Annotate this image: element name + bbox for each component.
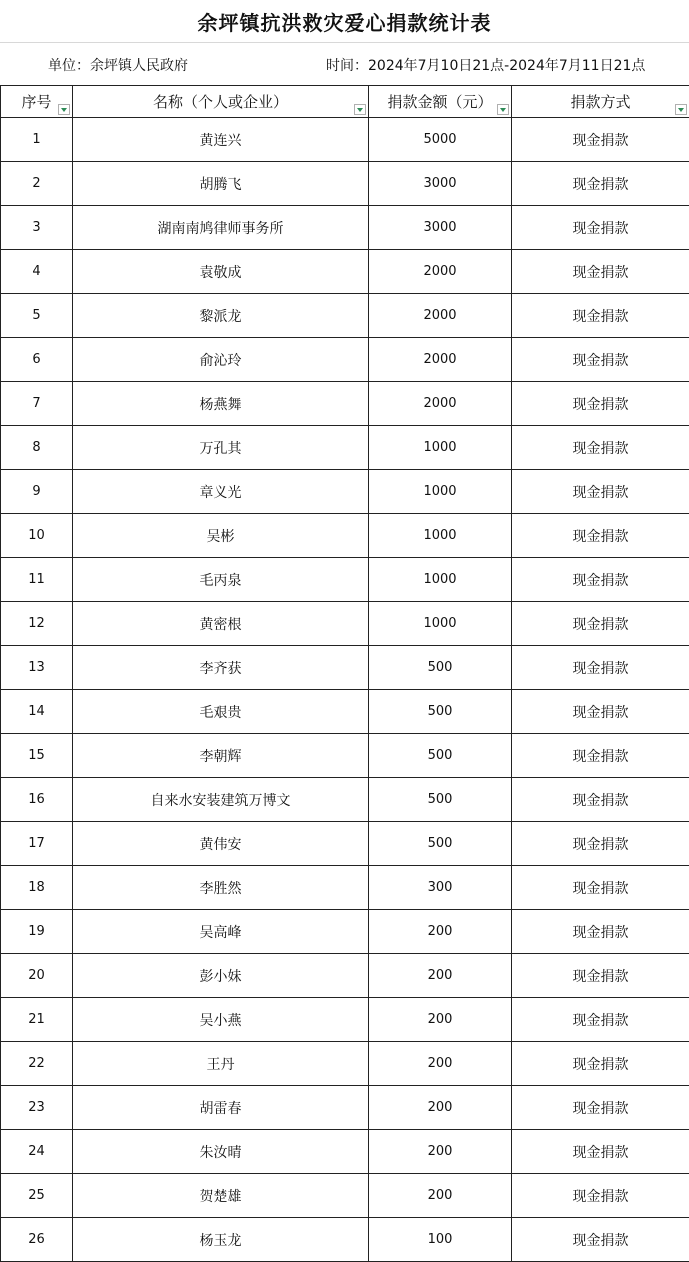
cell-name[interactable]: 李胜然 xyxy=(73,866,369,910)
cell-method[interactable]: 现金捐款 xyxy=(512,646,689,690)
table-row xyxy=(1,382,689,426)
cell-no[interactable]: 9 xyxy=(1,470,73,514)
table-row xyxy=(1,822,689,866)
donation-table xyxy=(0,85,689,1262)
cell-amount[interactable]: 2000 xyxy=(369,250,512,294)
cell-no[interactable]: 16 xyxy=(1,778,73,822)
cell-method[interactable]: 现金捐款 xyxy=(512,470,689,514)
cell-no[interactable]: 14 xyxy=(1,690,73,734)
table-row xyxy=(1,910,689,954)
header-amount[interactable] xyxy=(369,86,512,118)
cell-amount[interactable]: 1000 xyxy=(369,514,512,558)
cell-no[interactable]: 20 xyxy=(1,954,73,998)
cell-amount[interactable]: 2000 xyxy=(369,382,512,426)
cell-amount[interactable]: 500 xyxy=(369,734,512,778)
table-row xyxy=(1,954,689,998)
cell-name[interactable]: 李齐获 xyxy=(73,646,369,690)
header-no[interactable] xyxy=(1,86,73,118)
cell-no[interactable]: 26 xyxy=(1,1218,73,1262)
cell-name[interactable]: 吴彬 xyxy=(73,514,369,558)
cell-name[interactable]: 彭小妹 xyxy=(73,954,369,998)
cell-method[interactable]: 现金捐款 xyxy=(512,1086,689,1130)
table-row xyxy=(1,338,689,382)
cell-amount[interactable]: 1000 xyxy=(369,426,512,470)
cell-amount[interactable]: 3000 xyxy=(369,162,512,206)
cell-method[interactable]: 现金捐款 xyxy=(512,690,689,734)
cell-method[interactable]: 现金捐款 xyxy=(512,734,689,778)
table-body xyxy=(1,118,689,1262)
cell-method[interactable]: 现金捐款 xyxy=(512,558,689,602)
cell-name[interactable]: 吴高峰 xyxy=(73,910,369,954)
cell-name[interactable]: 毛丙泉 xyxy=(73,558,369,602)
cell-method[interactable]: 现金捐款 xyxy=(512,250,689,294)
cell-method[interactable]: 现金捐款 xyxy=(512,206,689,250)
cell-amount[interactable]: 100 xyxy=(369,1218,512,1262)
table-row xyxy=(1,866,689,910)
cell-amount[interactable]: 1000 xyxy=(369,602,512,646)
meta-row xyxy=(0,43,689,85)
cell-amount[interactable]: 200 xyxy=(369,1086,512,1130)
cell-amount[interactable]: 3000 xyxy=(369,206,512,250)
cell-amount[interactable]: 500 xyxy=(369,778,512,822)
filter-dropdown-icon[interactable] xyxy=(354,104,366,115)
cell-amount[interactable]: 1000 xyxy=(369,558,512,602)
cell-amount[interactable]: 500 xyxy=(369,646,512,690)
cell-method[interactable]: 现金捐款 xyxy=(512,338,689,382)
cell-method[interactable]: 现金捐款 xyxy=(512,118,689,162)
header-name[interactable] xyxy=(73,86,369,118)
cell-no[interactable]: 21 xyxy=(1,998,73,1042)
table-row xyxy=(1,206,689,250)
cell-name[interactable]: 朱汝晴 xyxy=(73,1130,369,1174)
table-row xyxy=(1,250,689,294)
cell-name[interactable]: 俞沁玲 xyxy=(73,338,369,382)
table-row xyxy=(1,118,689,162)
cell-name[interactable]: 杨玉龙 xyxy=(73,1218,369,1262)
cell-name[interactable]: 袁敬成 xyxy=(73,250,369,294)
cell-method[interactable]: 现金捐款 xyxy=(512,910,689,954)
cell-no[interactable]: 25 xyxy=(1,1174,73,1218)
table-row xyxy=(1,470,689,514)
table-row xyxy=(1,1042,689,1086)
cell-method[interactable]: 现金捐款 xyxy=(512,162,689,206)
cell-amount[interactable]: 300 xyxy=(369,866,512,910)
header-row xyxy=(1,86,689,118)
table-row xyxy=(1,1174,689,1218)
cell-no[interactable]: 5 xyxy=(1,294,73,338)
cell-name[interactable]: 黎派龙 xyxy=(73,294,369,338)
cell-no[interactable]: 19 xyxy=(1,910,73,954)
cell-method[interactable]: 现金捐款 xyxy=(512,1042,689,1086)
cell-no[interactable]: 11 xyxy=(1,558,73,602)
cell-amount[interactable]: 5000 xyxy=(369,118,512,162)
table-row xyxy=(1,162,689,206)
cell-name[interactable]: 黄连兴 xyxy=(73,118,369,162)
filter-dropdown-icon[interactable] xyxy=(497,104,509,115)
cell-method[interactable]: 现金捐款 xyxy=(512,294,689,338)
cell-name[interactable]: 万孔其 xyxy=(73,426,369,470)
header-amount-label: 捐款金额（元） xyxy=(387,93,493,111)
cell-name[interactable]: 贺楚雄 xyxy=(73,1174,369,1218)
table-row xyxy=(1,646,689,690)
table-row xyxy=(1,998,689,1042)
header-no-label: 序号 xyxy=(21,93,52,111)
cell-name[interactable]: 湖南南鸠律师事务所 xyxy=(73,206,369,250)
title-row xyxy=(0,0,689,43)
cell-no[interactable]: 22 xyxy=(1,1042,73,1086)
filter-dropdown-icon[interactable] xyxy=(675,104,687,115)
cell-name[interactable]: 胡雷春 xyxy=(73,1086,369,1130)
table-row xyxy=(1,558,689,602)
cell-no[interactable]: 7 xyxy=(1,382,73,426)
cell-no[interactable]: 17 xyxy=(1,822,73,866)
cell-amount[interactable]: 200 xyxy=(369,998,512,1042)
cell-name[interactable]: 章义光 xyxy=(73,470,369,514)
cell-amount[interactable]: 200 xyxy=(369,1130,512,1174)
cell-name[interactable]: 李朝辉 xyxy=(73,734,369,778)
cell-amount[interactable]: 200 xyxy=(369,1042,512,1086)
cell-no[interactable]: 18 xyxy=(1,866,73,910)
cell-name[interactable]: 王丹 xyxy=(73,1042,369,1086)
unit-label: 单位：余坪镇人民政府 xyxy=(48,58,188,74)
cell-no[interactable]: 15 xyxy=(1,734,73,778)
header-method[interactable] xyxy=(512,86,689,118)
table-row xyxy=(1,734,689,778)
time-label: 时间：2024年7月10日21点-2024年7月11日21点 xyxy=(326,58,646,74)
header-method-label: 捐款方式 xyxy=(570,93,631,111)
cell-name[interactable]: 毛艰贵 xyxy=(73,690,369,734)
cell-name[interactable]: 黄密根 xyxy=(73,602,369,646)
cell-name[interactable]: 黄伟安 xyxy=(73,822,369,866)
cell-no[interactable]: 12 xyxy=(1,602,73,646)
cell-no[interactable]: 2 xyxy=(1,162,73,206)
table-row xyxy=(1,1218,689,1262)
cell-no[interactable]: 13 xyxy=(1,646,73,690)
cell-method[interactable]: 现金捐款 xyxy=(512,1218,689,1262)
cell-no[interactable]: 24 xyxy=(1,1130,73,1174)
cell-method[interactable]: 现金捐款 xyxy=(512,602,689,646)
cell-method[interactable]: 现金捐款 xyxy=(512,382,689,426)
cell-name[interactable]: 自来水安装建筑万博文 xyxy=(73,778,369,822)
cell-name[interactable]: 杨燕舞 xyxy=(73,382,369,426)
cell-amount[interactable]: 200 xyxy=(369,910,512,954)
table-row xyxy=(1,778,689,822)
cell-amount[interactable]: 2000 xyxy=(369,294,512,338)
cell-amount[interactable]: 200 xyxy=(369,1174,512,1218)
cell-method[interactable]: 现金捐款 xyxy=(512,426,689,470)
cell-no[interactable]: 8 xyxy=(1,426,73,470)
cell-amount[interactable]: 2000 xyxy=(369,338,512,382)
table-row xyxy=(1,294,689,338)
cell-name[interactable]: 胡腾飞 xyxy=(73,162,369,206)
cell-method[interactable]: 现金捐款 xyxy=(512,1130,689,1174)
cell-amount[interactable]: 500 xyxy=(369,690,512,734)
table-row xyxy=(1,1086,689,1130)
cell-no[interactable]: 23 xyxy=(1,1086,73,1130)
table-row xyxy=(1,602,689,646)
cell-no[interactable]: 4 xyxy=(1,250,73,294)
cell-no[interactable]: 6 xyxy=(1,338,73,382)
cell-name[interactable]: 吴小燕 xyxy=(73,998,369,1042)
cell-method[interactable]: 现金捐款 xyxy=(512,998,689,1042)
table-row xyxy=(1,514,689,558)
cell-method[interactable]: 现金捐款 xyxy=(512,778,689,822)
table-row xyxy=(1,426,689,470)
cell-no[interactable]: 1 xyxy=(1,118,73,162)
cell-amount[interactable]: 1000 xyxy=(369,470,512,514)
page-title: 余坪镇抗洪救灾爱心捐款统计表 xyxy=(197,10,492,35)
cell-no[interactable]: 10 xyxy=(1,514,73,558)
cell-method[interactable]: 现金捐款 xyxy=(512,866,689,910)
cell-method[interactable]: 现金捐款 xyxy=(512,954,689,998)
cell-no[interactable]: 3 xyxy=(1,206,73,250)
cell-method[interactable]: 现金捐款 xyxy=(512,822,689,866)
cell-amount[interactable]: 500 xyxy=(369,822,512,866)
header-name-label: 名称（个人或企业） xyxy=(152,93,288,111)
cell-method[interactable]: 现金捐款 xyxy=(512,1174,689,1218)
table-row xyxy=(1,1130,689,1174)
cell-method[interactable]: 现金捐款 xyxy=(512,514,689,558)
cell-amount[interactable]: 200 xyxy=(369,954,512,998)
table-row xyxy=(1,690,689,734)
filter-dropdown-icon[interactable] xyxy=(58,104,70,115)
